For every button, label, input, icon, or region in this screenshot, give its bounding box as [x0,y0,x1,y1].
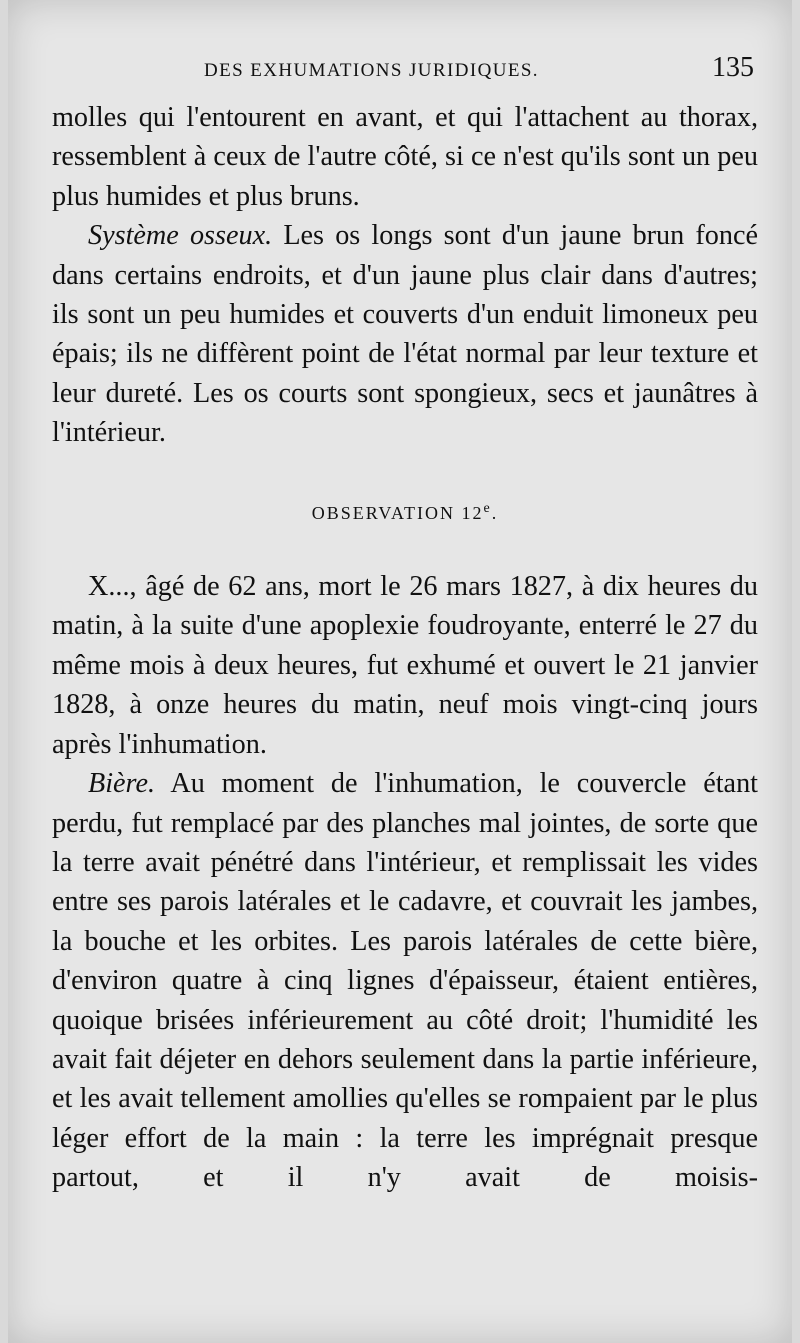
paragraph-continuation: molles qui l'entourent en avant, et qui l'attachent au thorax, ressemblent à ceux de l'autre côté, si ce n'est qu'ils sont un peu plus humides et plus bruns. [52,102,758,212]
paragraph-systeme-osseux: Système osseux. Les os longs sont d'un jaune brun foncé dans certains endroits, et d'un jaune plus clair dans d'autres; ils sont un peu humides et couverts d'un enduit limoneux peu épais; ils ne diffèrent point de l'état normal par leur texture et leur dureté. Les os courts sont spongieux, secs et jaunâtres à l'intérieur. [52,220,759,449]
running-head [8,52,792,92]
observation-heading: OBSERVATION 12e. [311,500,499,523]
page-number: 135 [712,52,754,83]
running-head-title: DES EXHUMATIONS JURIDIQUES. [204,60,539,81]
book-page [8,0,792,1343]
paragraph-lead-systeme-osseux: Système osseux. [88,220,273,252]
paragraph-biere: Bière. Au moment de l'inhumation, le couvercle étant perdu, fut remplacé par des planches mal jointes, de sorte que la terre avait pénétré dans l'intérieur, et remplissait les vides entre ses parois latérales et le cadavre, et couvrait les jambes, la bouche et les orbites. Les parois latérales de cette bière, d'environ quatre à cinq lignes d'épaisseur, étaient entières, quoique brisées inférieurement au côté droit; l'humidité les avait fait déjeter en dehors seulement dans la partie inférieure, et les avait tellement amollies qu'elles se rompaient par le plus léger effort de la main : la terre les imprégnait presque partout, et il n'y avait de moisis- [52,768,758,1194]
paragraph-lead-biere: Bière. [88,768,156,800]
body-text [52,98,758,1198]
paragraph-case-description: X..., âgé de 62 ans, mort le 26 mars 1827, à dix heures du matin, à la suite d'une apoplexie foudroyante, enterré le 27 du même mois à deux heures, fut exhumé et ouvert le 21 janvier 1828, à onze heures du matin, neuf mois vingt-cinq jours après l'inhumation. [52,571,758,760]
